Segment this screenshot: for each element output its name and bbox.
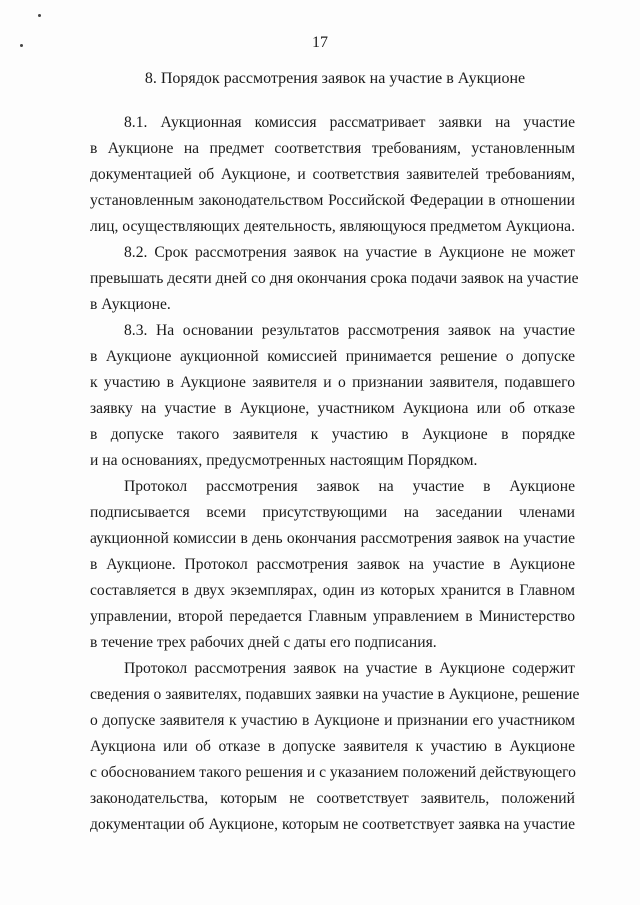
paragraph-line: документации об Аукционе, которым не соответствует заявка на участие [90, 816, 575, 833]
paragraph-line: документацией об Аукционе, и соответствия заявителей требованиям, [90, 166, 575, 183]
paragraph-line: подписывается всеми присутствующими на заседании членами [90, 504, 575, 521]
paragraph-line: превышать десяти дней со дня окончания срока подачи заявок на участие [90, 270, 579, 287]
paragraph-line: сведения о заявителях, подавших заявки на участие в Аукционе, решение [90, 686, 580, 703]
paragraph-line: Протокол рассмотрения заявок на участие в Аукционе [124, 478, 575, 495]
paragraph-line: установленным законодательством Российской Федерации в отношении [90, 192, 575, 209]
scan-speck [38, 14, 41, 17]
paragraph-line: лиц, осуществляющих деятельность, являющуюся предметом Аукциона. [90, 218, 576, 235]
paragraph-line: о допуске заявителя к участию в Аукционе и признании его участником [90, 712, 575, 729]
paragraph-line: составляется в двух экземплярах, один из которых хранится в Главном [90, 582, 575, 599]
paragraph-line: Протокол рассмотрения заявок на участие в Аукционе содержит [124, 660, 575, 677]
paragraph-line: в Аукционе аукционной комиссией принимается решение о допуске [90, 348, 575, 365]
paragraph-line: Аукциона или об отказе в допуске заявителя к участию в Аукционе [90, 738, 575, 755]
page-number: 17 [312, 34, 328, 51]
paragraph-line: управлении, второй передается Главным управлением в Министерство [90, 608, 575, 625]
paragraph-line: в течение трех рабочих дней с даты его подписания. [90, 634, 437, 651]
paragraph-line: в Аукционе на предмет соответствия требованиям, установленным [90, 140, 575, 157]
paragraph-line: законодательства, которым не соответствует заявитель, положений [90, 790, 575, 807]
paragraph-line: заявку на участие в Аукционе, участником Аукциона или об отказе [90, 400, 575, 417]
section-title: 8. Порядок рассмотрения заявок на участие в Аукционе [144, 70, 526, 87]
paragraph-line: к участию в Аукционе заявителя и о признании заявителя, подавшего [90, 374, 575, 391]
paragraph-line: 8.3. На основании результатов рассмотрения заявок на участие [124, 322, 575, 339]
paragraph-line: в Аукционе. Протокол рассмотрения заявок на участие в Аукционе [90, 556, 575, 573]
paragraph-line: в Аукционе. [90, 296, 171, 313]
paragraph-line: аукционной комиссии в день окончания рассмотрения заявок на участие [90, 530, 575, 547]
paragraph-line: и на основаниях, предусмотренных настоящим Порядком. [90, 452, 478, 469]
paragraph-line: 8.2. Срок рассмотрения заявок на участие в Аукционе не может [124, 244, 575, 261]
paragraph-line: в допуске такого заявителя к участию в Аукционе в порядке [90, 426, 575, 443]
paragraph-line: с обоснованием такого решения и с указанием положений действующего [90, 764, 576, 781]
paragraph-line: 8.1. Аукционная комиссия рассматривает заявки на участие [124, 114, 575, 131]
